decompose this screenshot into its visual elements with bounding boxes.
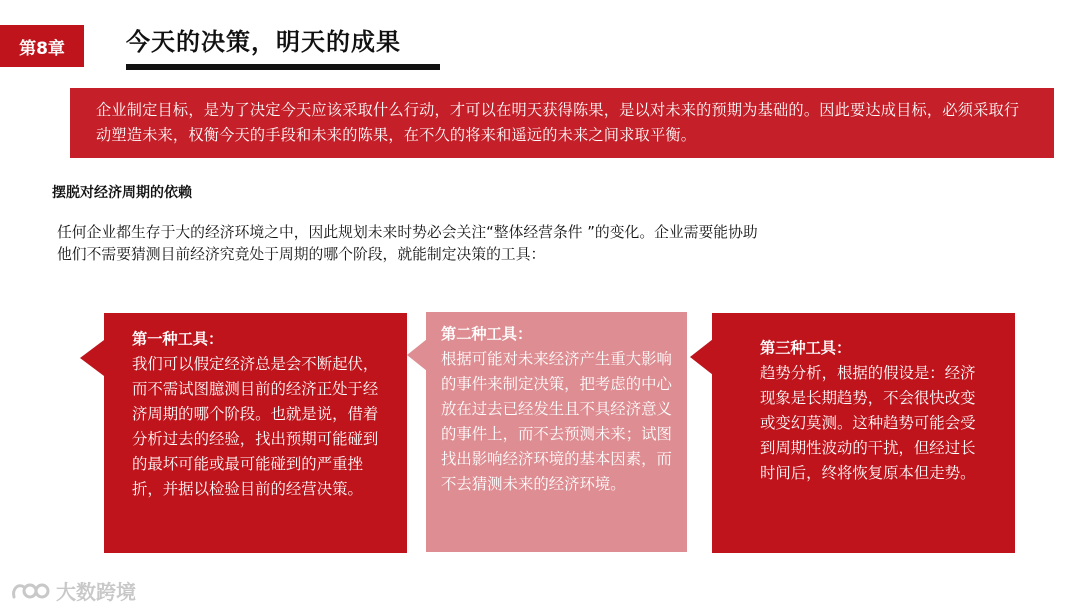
card-3-arrow xyxy=(690,339,713,375)
chapter-tag: 第8章 xyxy=(0,25,84,67)
card-title: 第一种工具： xyxy=(132,330,224,348)
page-title: 今天的决策，明天的成果 xyxy=(126,28,401,56)
card-text: 我们可以假定经济总是会不断起伏，而不需试图臆测目前的经济正处于经济周期的哪个阶段。也就是说，借着分析过去的经验，找出预期可能碰到的最坏可能或最可能碰到的严重挫折，并据以检验目前的经营决策。 xyxy=(132,355,379,498)
card-text: 趋势分析，根据的假设是：经济现象是长期趋势，不会很快改变或变幻莫测。这种趋势可能会受到周期性波动的干扰，但经过长时间后，终将恢复原本但走势。 xyxy=(760,364,976,482)
tool-card-2 xyxy=(426,312,687,552)
logo-icon xyxy=(10,579,50,603)
tool-card-1 xyxy=(104,313,407,553)
body-line-1: 任何企业都生存于大的经济环境之中，因此规划未来时势必会关注“整体经营条件 ”的变化。企业需要能协助 xyxy=(57,224,758,241)
card-text: 根据可能对未来经济产生重大影响的事件来制定决策，把考虑的中心放在过去已经发生且不具经济意义的事件上，而不去预测未来；试图找出影响经济环境的基本因素，而不去猜测未来的经济环境。 xyxy=(441,350,672,493)
card-1-arrow xyxy=(80,340,104,376)
body-text xyxy=(57,222,937,266)
watermark xyxy=(10,576,136,605)
title-underline xyxy=(126,64,440,70)
section-heading: 摆脱对经济周期的依赖 xyxy=(52,185,192,201)
card-title: 第二种工具： xyxy=(441,325,533,343)
intro-text: 企业制定目标，是为了决定今天应该采取什么行动，才可以在明天获得陈果，是以对未来的预期为基础的。因此要达成目标，必须采取行动塑造未来，权衡今天的手段和未来的陈果，在不久的将来和遥远的未来之间求取平衡。 xyxy=(96,101,1020,144)
tool-card-3 xyxy=(712,313,1015,553)
watermark-text: 大数跨境 xyxy=(56,580,136,604)
intro-box xyxy=(70,88,1054,158)
card-title: 第三种工具： xyxy=(760,339,852,357)
body-line-2: 他们不需要猜测目前经济究竟处于周期的哪个阶段，就能制定决策的工具： xyxy=(57,246,546,263)
card-2-arrow xyxy=(407,339,427,371)
